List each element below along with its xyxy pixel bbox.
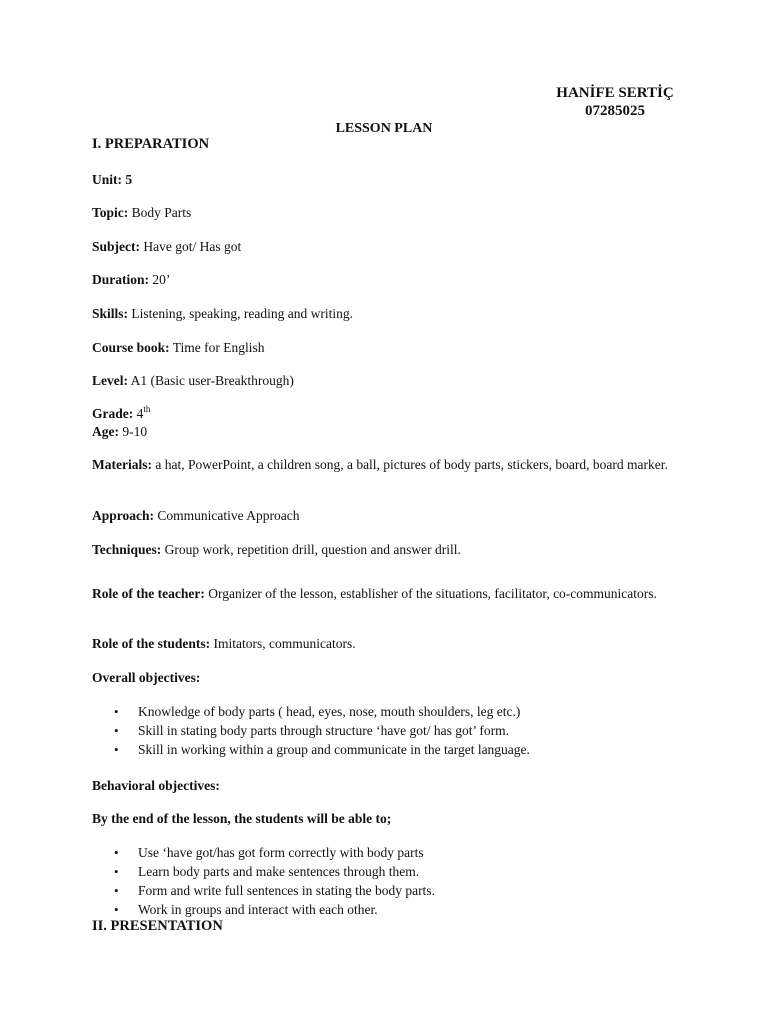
duration-label: Duration: [92, 272, 149, 287]
materials-field [92, 456, 678, 473]
list-item [92, 740, 678, 759]
role-students-value: Imitators, communicators. [213, 636, 356, 651]
list-item-text: Knowledge of body parts ( head, eyes, nose, mouth shoulders, leg etc.) [138, 704, 521, 719]
approach-label: Approach: [92, 508, 155, 523]
subject-field [92, 238, 678, 255]
skills-value: Listening, speaking, reading and writing. [131, 306, 353, 321]
behavioral-objectives-heading [92, 777, 678, 794]
topic-value: Body Parts [131, 205, 192, 220]
bullet-icon: • [114, 883, 119, 898]
unit-field [92, 171, 678, 188]
behavioral-objectives-list [92, 843, 678, 919]
age-label: Age: [92, 424, 119, 439]
overall-objectives-list [92, 702, 678, 759]
grade-value: 4 [136, 406, 144, 421]
overall-objectives-heading [92, 669, 678, 686]
skills-label: Skills: [92, 306, 129, 321]
list-item [92, 843, 678, 862]
list-item [92, 900, 678, 919]
role-teacher-field [92, 585, 678, 602]
techniques-label: Techniques: [92, 542, 162, 557]
list-item-text: Use ‘have got/has got form correctly with body parts [138, 845, 424, 860]
topic-field [92, 204, 678, 221]
list-item-text: Skill in working within a group and communicate in the target language. [138, 742, 530, 757]
course-book-label: Course book: [92, 340, 170, 355]
age-value: 9-10 [122, 424, 148, 439]
unit-label: Unit: 5 [92, 172, 133, 187]
approach-field [92, 507, 678, 524]
subject-label: Subject: [92, 239, 140, 254]
list-item-text: Work in groups and interact with each other. [138, 902, 378, 917]
list-item-text: Form and write full sentences in stating the body parts. [138, 883, 435, 898]
role-teacher-value: Organizer of the lesson, establisher of the situations, facilitator, co-communicators. [208, 586, 657, 601]
techniques-field [92, 541, 678, 558]
author-name: HANİFE SERTİÇ [556, 85, 674, 101]
age-field [92, 423, 678, 440]
role-teacher-label: Role of the teacher: [92, 586, 205, 601]
bullet-icon: • [114, 902, 119, 917]
behavioral-objectives-intro-text: By the end of the lesson, the students will be able to; [92, 811, 392, 826]
section-presentation: II. PRESENTATION [92, 918, 223, 934]
level-field [92, 372, 678, 389]
list-item [92, 862, 678, 881]
behavioral-objectives-label: Behavioral objectives: [92, 778, 220, 793]
bullet-icon: • [114, 723, 119, 738]
page-title: LESSON PLAN [335, 121, 433, 136]
topic-label: Topic: [92, 205, 129, 220]
list-item-text: Learn body parts and make sentences through them. [138, 864, 420, 879]
bullet-icon: • [114, 845, 119, 860]
grade-field [92, 405, 678, 422]
duration-value: 20’ [152, 272, 171, 287]
materials-label: Materials: [92, 457, 152, 472]
course-book-value: Time for English [172, 340, 265, 355]
duration-field [92, 271, 678, 288]
behavioral-objectives-intro [92, 810, 678, 827]
overall-objectives-label: Overall objectives: [92, 670, 201, 685]
bullet-icon: • [114, 704, 119, 719]
role-students-field [92, 635, 678, 652]
approach-value: Communicative Approach [157, 508, 300, 523]
list-item-text: Skill in stating body parts through structure ‘have got/ has got’ form. [138, 723, 509, 738]
techniques-value: Group work, repetition drill, question and answer drill. [164, 542, 461, 557]
level-value: A1 (Basic user-Breakthrough) [130, 373, 294, 388]
list-item [92, 702, 678, 721]
level-label: Level: [92, 373, 128, 388]
list-item [92, 721, 678, 740]
grade-superscript: th [143, 404, 151, 414]
role-students-label: Role of the students: [92, 636, 211, 651]
materials-value: a hat, PowerPoint, a children song, a ball, pictures of body parts, stickers, board, board marker. [155, 457, 668, 472]
student-id: 07285025 [585, 103, 645, 119]
grade-label: Grade: [92, 406, 134, 421]
course-book-field [92, 339, 678, 356]
list-item [92, 881, 678, 900]
subject-value: Have got/ Has got [143, 239, 242, 254]
bullet-icon: • [114, 864, 119, 879]
skills-field [92, 305, 678, 322]
bullet-icon: • [114, 742, 119, 757]
section-preparation: I. PREPARATION [92, 136, 210, 152]
